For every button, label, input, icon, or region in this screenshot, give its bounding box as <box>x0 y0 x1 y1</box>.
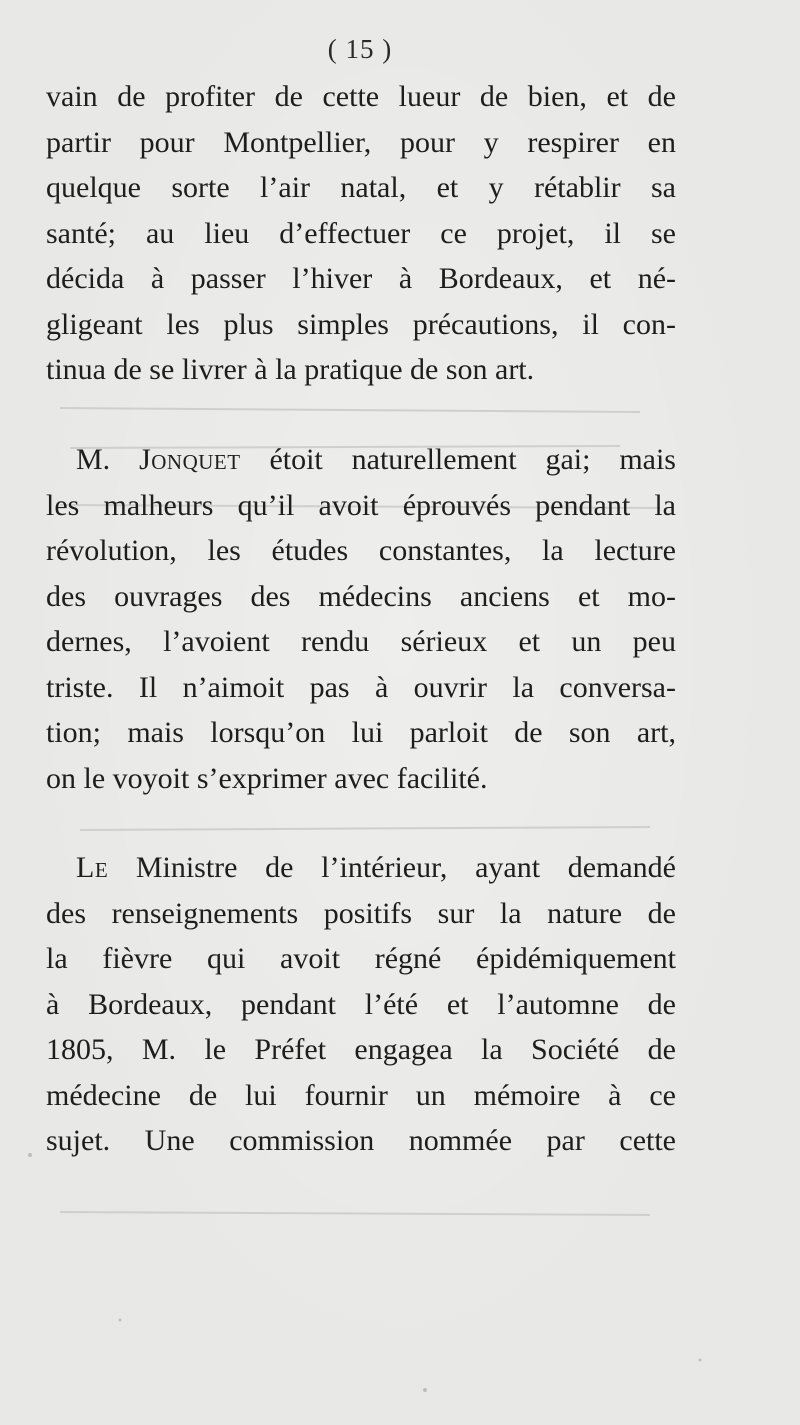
text-line: triste. Il n’aimoit pas à ouvrir la conversa- <box>46 670 676 704</box>
page-number: ( 15 ) <box>327 34 393 64</box>
text-line: des ouvrages des médecins anciens et mo- <box>46 579 676 613</box>
text-line: révolution, les études constantes, la lecture <box>46 534 676 567</box>
text-line: partir pour Montpellier, pour y respirer en <box>46 125 676 159</box>
text-line: des renseignements positifs sur la nature de <box>46 896 676 930</box>
text-line: 1805, M. le Préfet engagea la Société de <box>46 1033 676 1066</box>
text-line: gligeant les plus simples précautions, il con- <box>46 307 676 341</box>
text-line: tinua de se livrer à la pratique de son art. <box>46 353 535 386</box>
text-line: santé; au lieu d’effectuer ce projet, il se <box>46 216 676 250</box>
lead-text: M. <box>76 443 140 476</box>
paragraph-1 <box>46 74 676 393</box>
paragraph-lead-line <box>46 437 676 483</box>
text-line: quelque sorte l’air natal, et y rétablir sa <box>46 171 676 204</box>
lead-rest: étoit naturellement gai; mais <box>240 443 676 476</box>
text-line: tion; mais lorsqu’on lui parloit de son art, <box>46 716 676 749</box>
text-line: les malheurs qu’il avoit éprouvés pendant la <box>46 488 676 522</box>
paragraph-3 <box>46 845 676 1164</box>
text-line: sujet. Une commission nommée par cette <box>46 1124 676 1157</box>
paragraph-2 <box>46 437 676 801</box>
text-line: décida à passer l’hiver à Bordeaux, et né- <box>46 262 676 295</box>
text-line: à Bordeaux, pendant l’été et l’automne de <box>46 987 676 1021</box>
lead-smallcaps: Jonquet <box>139 443 241 476</box>
lead-rest: Ministre de l’intérieur, ayant demandé <box>108 851 676 884</box>
text-line: dernes, l’avoient rendu sérieux et un peu <box>46 625 676 658</box>
text-line: on le voyoit s’exprimer avec facilité. <box>46 761 488 795</box>
text-line: médecine de lui fournir un mémoire à ce <box>46 1078 676 1112</box>
text-line: la fièvre qui avoit régné épidémiquement <box>46 942 676 975</box>
lead-smallcaps: Le <box>76 851 109 884</box>
paragraph-lead-line <box>46 845 676 891</box>
text-line: vain de profiter de cette lueur de bien, et de <box>46 80 676 113</box>
